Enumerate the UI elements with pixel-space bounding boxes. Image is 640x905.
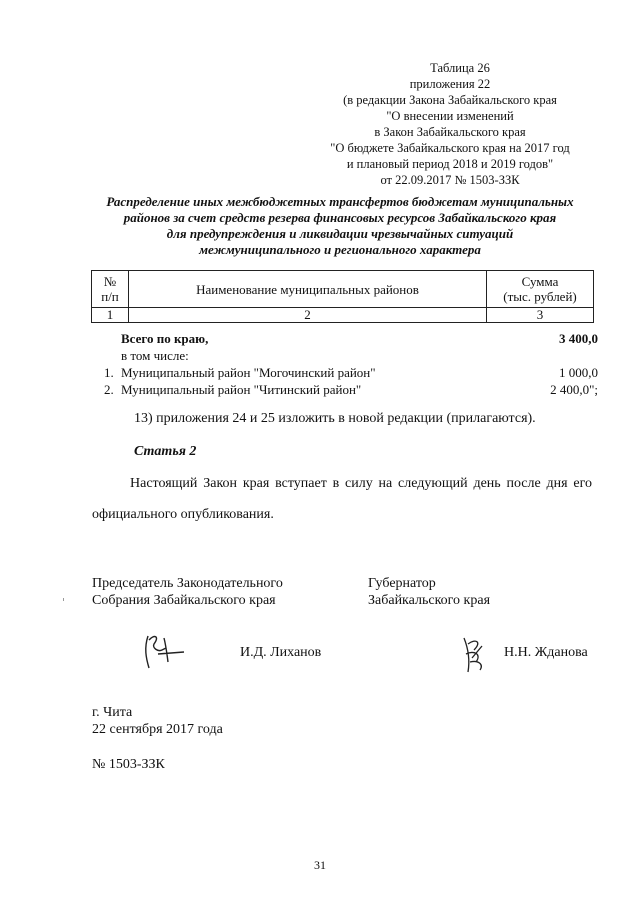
totals-list xyxy=(96,330,598,398)
place-and-date xyxy=(92,704,223,738)
title-line: для предупреждения и ликвидации чрезвычайных ситуаций xyxy=(166,226,514,241)
column-number-row xyxy=(92,308,594,323)
title-line: районов за счет средств резерва финансовых ресурсов Забайкальского края xyxy=(123,210,557,225)
article-heading: Статья 2 xyxy=(134,444,197,459)
header-num: № п/п xyxy=(92,271,129,308)
distribution-table xyxy=(91,270,594,323)
document-title xyxy=(80,194,600,258)
district-name: Муниципальный район "Читинский район" xyxy=(121,382,362,397)
item-13-text: 13) приложения 24 и 25 изложить в новой редакции (прилагаются). xyxy=(134,411,536,426)
chairman-title xyxy=(92,575,283,609)
header-line: "О бюджете Забайкальского края на 2017 год xyxy=(330,141,570,155)
governor-title xyxy=(368,575,490,609)
appendix-header xyxy=(300,60,600,188)
header-line: "О внесении изменений xyxy=(386,109,514,123)
title-line: Председатель Законодательного xyxy=(92,576,283,591)
header-line: приложения 22 xyxy=(409,77,491,91)
total-value: 3 400,0 xyxy=(559,331,598,346)
col-number: 3 xyxy=(487,308,594,323)
district-name: Муниципальный район "Могочинский район" xyxy=(121,365,376,380)
total-label: Всего по краю, xyxy=(121,331,209,346)
title-line: межмуниципального и регионального характера xyxy=(199,242,481,257)
header-line: (в редакции Закона Забайкальского края xyxy=(343,93,557,107)
header-name: Наименование муниципальных районов xyxy=(129,271,487,308)
title-line: Собрания Забайкальского края xyxy=(92,593,276,608)
title-line: Забайкальского края xyxy=(368,593,491,608)
total-row xyxy=(96,330,598,347)
district-value: 2 400,0"; xyxy=(550,382,598,397)
date: 22 сентября 2017 года xyxy=(92,722,223,737)
including-label: в том числе: xyxy=(121,348,189,363)
title-line: Распределение иных межбюджетных трансфертов бюджетам муниципальных xyxy=(106,194,574,209)
page-number: 31 xyxy=(314,858,326,872)
district-row xyxy=(96,381,598,398)
governor-name: Н.Н. Жданова xyxy=(504,645,588,660)
header-line: и плановый период 2018 и 2019 годов" xyxy=(346,157,554,171)
row-number: 1. xyxy=(104,365,114,380)
document-number: № 1503-ЗЗК xyxy=(92,757,165,772)
law-text: Настоящий Закон края вступает в силу на следующий день после дня его официального опубликования. xyxy=(92,476,592,522)
governor-signature xyxy=(458,632,490,676)
table-header-row xyxy=(92,271,594,308)
chairman-name: И.Д. Лиханов xyxy=(240,645,322,660)
row-number: 2. xyxy=(104,382,114,397)
table-number: Таблица 26 xyxy=(430,61,490,75)
district-row xyxy=(96,364,598,381)
including-row xyxy=(96,347,598,364)
col-number: 2 xyxy=(129,308,487,323)
place: г. Чита xyxy=(92,705,133,720)
col-number: 1 xyxy=(92,308,129,323)
chairman-signature xyxy=(140,628,190,672)
title-line: Губернатор xyxy=(368,576,436,591)
header-line: от 22.09.2017 № 1503-ЗЗК xyxy=(380,173,520,187)
header-line: в Закон Забайкальского края xyxy=(374,125,526,139)
header-sum: Сумма (тыс. рублей) xyxy=(487,271,594,308)
margin-mark xyxy=(63,598,64,601)
district-value: 1 000,0 xyxy=(559,365,598,380)
